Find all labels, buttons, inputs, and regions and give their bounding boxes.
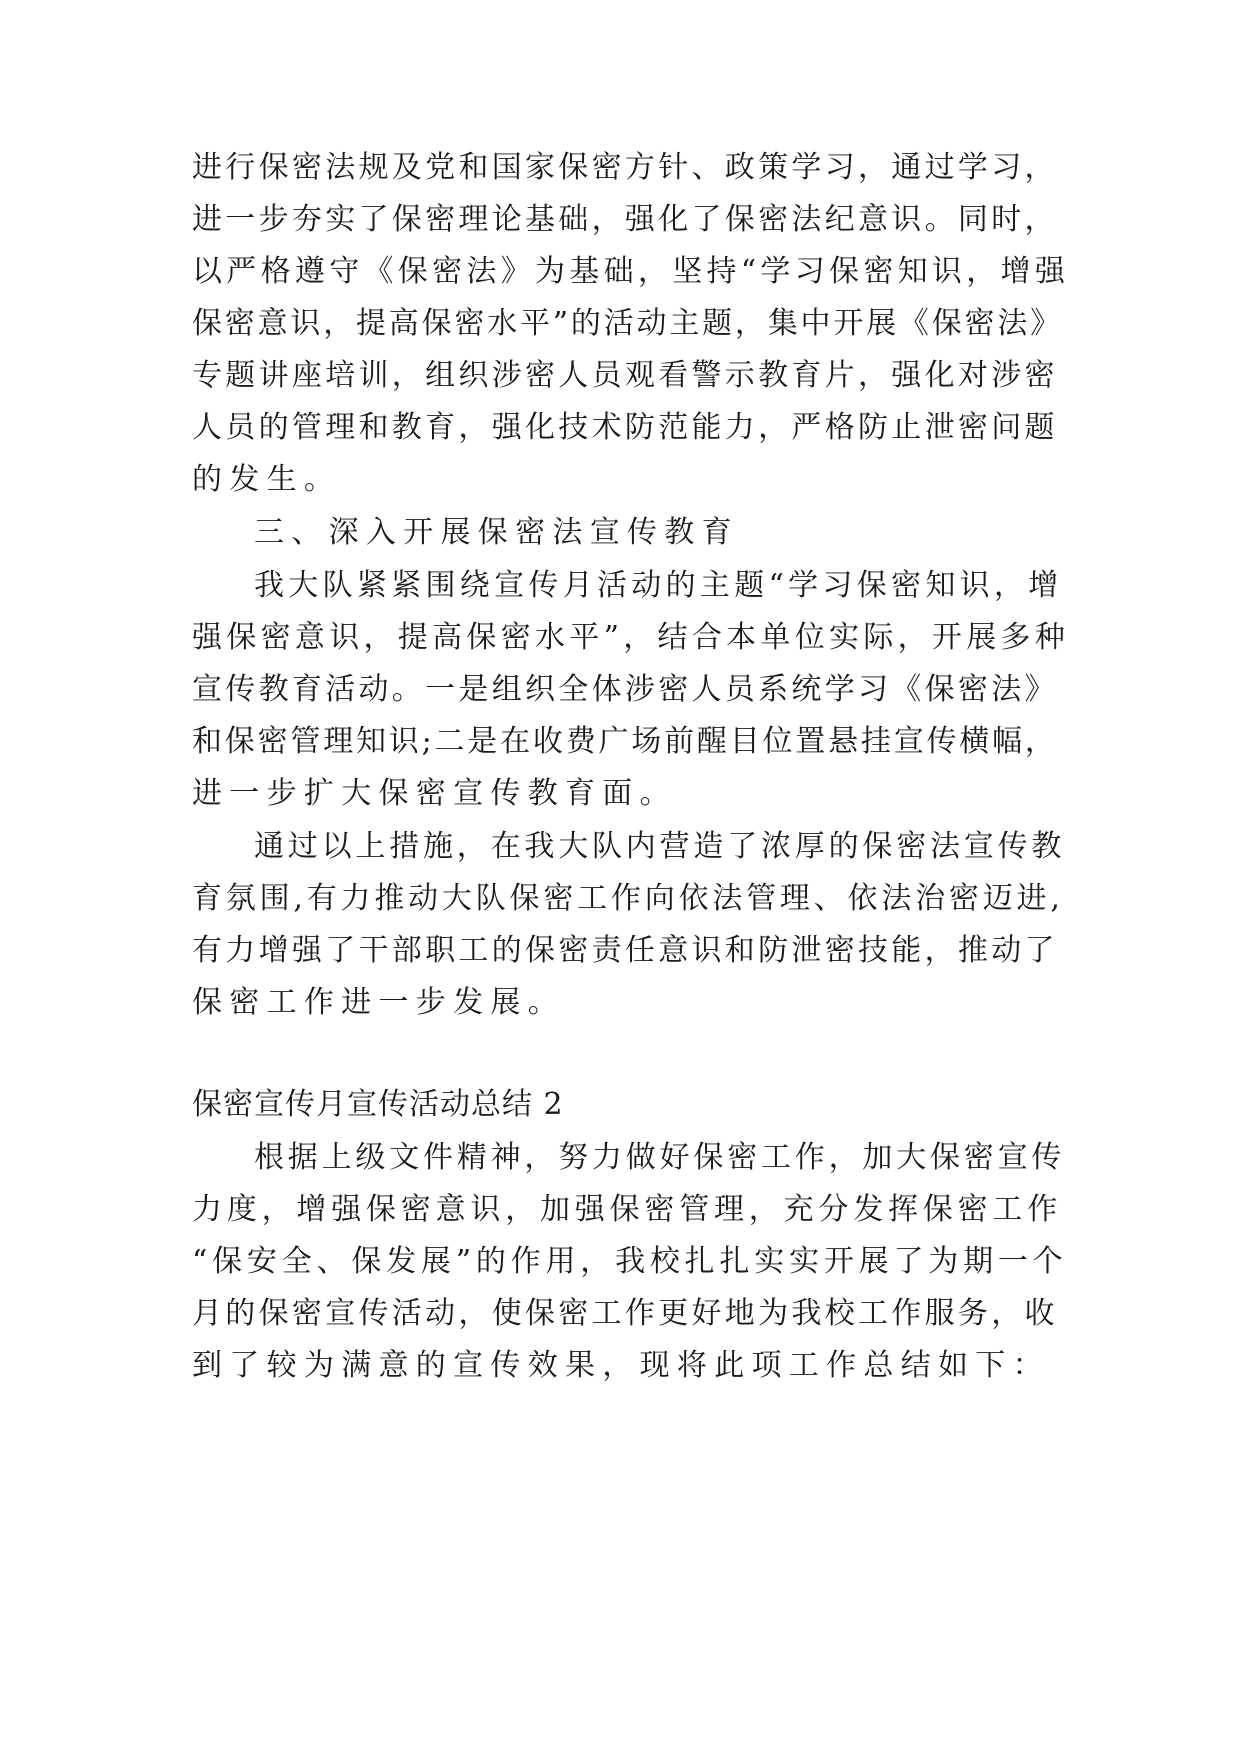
paragraph-4-line: 到了较为满意的宣传效果，现将此项工作总结如下： bbox=[192, 1348, 1050, 1383]
section-heading: 三、深入开展保密法宣传教育 bbox=[254, 515, 739, 550]
paragraph-4-line: 月的保密宣传活动，使保密工作更好地为我校工作服务，收 bbox=[192, 1296, 1058, 1331]
paragraph-4-line: “保安全、保发展”的作用，我校扎扎实实开展了为期一个 bbox=[192, 1244, 1068, 1279]
paragraph-2-line: 我大队紧紧围绕宣传月活动的主题“学习保密知识，增 bbox=[254, 568, 1063, 603]
article-title: 保密宣传月宣传活动总结 2 bbox=[192, 1087, 564, 1122]
paragraph-1-line: 以严格遵守《保密法》为基础，坚持“学习保密知识，增强 bbox=[192, 254, 1070, 289]
paragraph-3-line: 保密工作进一步发展。 bbox=[192, 985, 565, 1020]
paragraph-4-line: 力度，增强保密意识，加强保密管理，充分发挥保密工作 bbox=[192, 1192, 1062, 1227]
paragraph-2-line: 和保密管理知识;二是在收费广场前醒目位置悬挂宣传横幅， bbox=[192, 724, 1058, 759]
paragraph-1-line: 专题讲座培训，组织涉密人员观看警示教育片，强化对涉密 bbox=[192, 358, 1058, 393]
paragraph-1-line: 进一步夯实了保密理论基础，强化了保密法纪意识。同时， bbox=[192, 202, 1058, 237]
paragraph-1-line: 保密意识，提高保密水平”的活动主题，集中开展《保密法》 bbox=[192, 306, 1063, 341]
paragraph-1-line: 人员的管理和教育，强化技术防范能力，严格防止泄密问题 bbox=[192, 410, 1058, 445]
paragraph-3-line: 通过以上措施，在我大队内营造了浓厚的保密法宣传教 bbox=[254, 829, 1066, 864]
paragraph-3-line: 育氛围,有力推动大队保密工作向依法管理、依法治密迈进, bbox=[192, 881, 1064, 916]
paragraph-1-line: 的发生。 bbox=[192, 462, 342, 497]
paragraph-1-line: 进行保密法规及党和国家保密方针、政策学习，通过学习， bbox=[192, 150, 1058, 185]
paragraph-2-line: 强保密意识，提高保密水平”，结合本单位实际，开展多种 bbox=[192, 620, 1070, 655]
paragraph-2-line: 宣传教育活动。一是组织全体涉密人员系统学习《保密法》 bbox=[192, 672, 1058, 707]
paragraph-2-line: 进一步扩大保密宣传教育面。 bbox=[192, 776, 677, 811]
paragraph-4-line: 根据上级文件精神，努力做好保密工作，加大保密宣传 bbox=[254, 1140, 1066, 1175]
paragraph-3-line: 有力增强了干部职工的保密责任意识和防泄密技能，推动了 bbox=[192, 933, 1058, 968]
